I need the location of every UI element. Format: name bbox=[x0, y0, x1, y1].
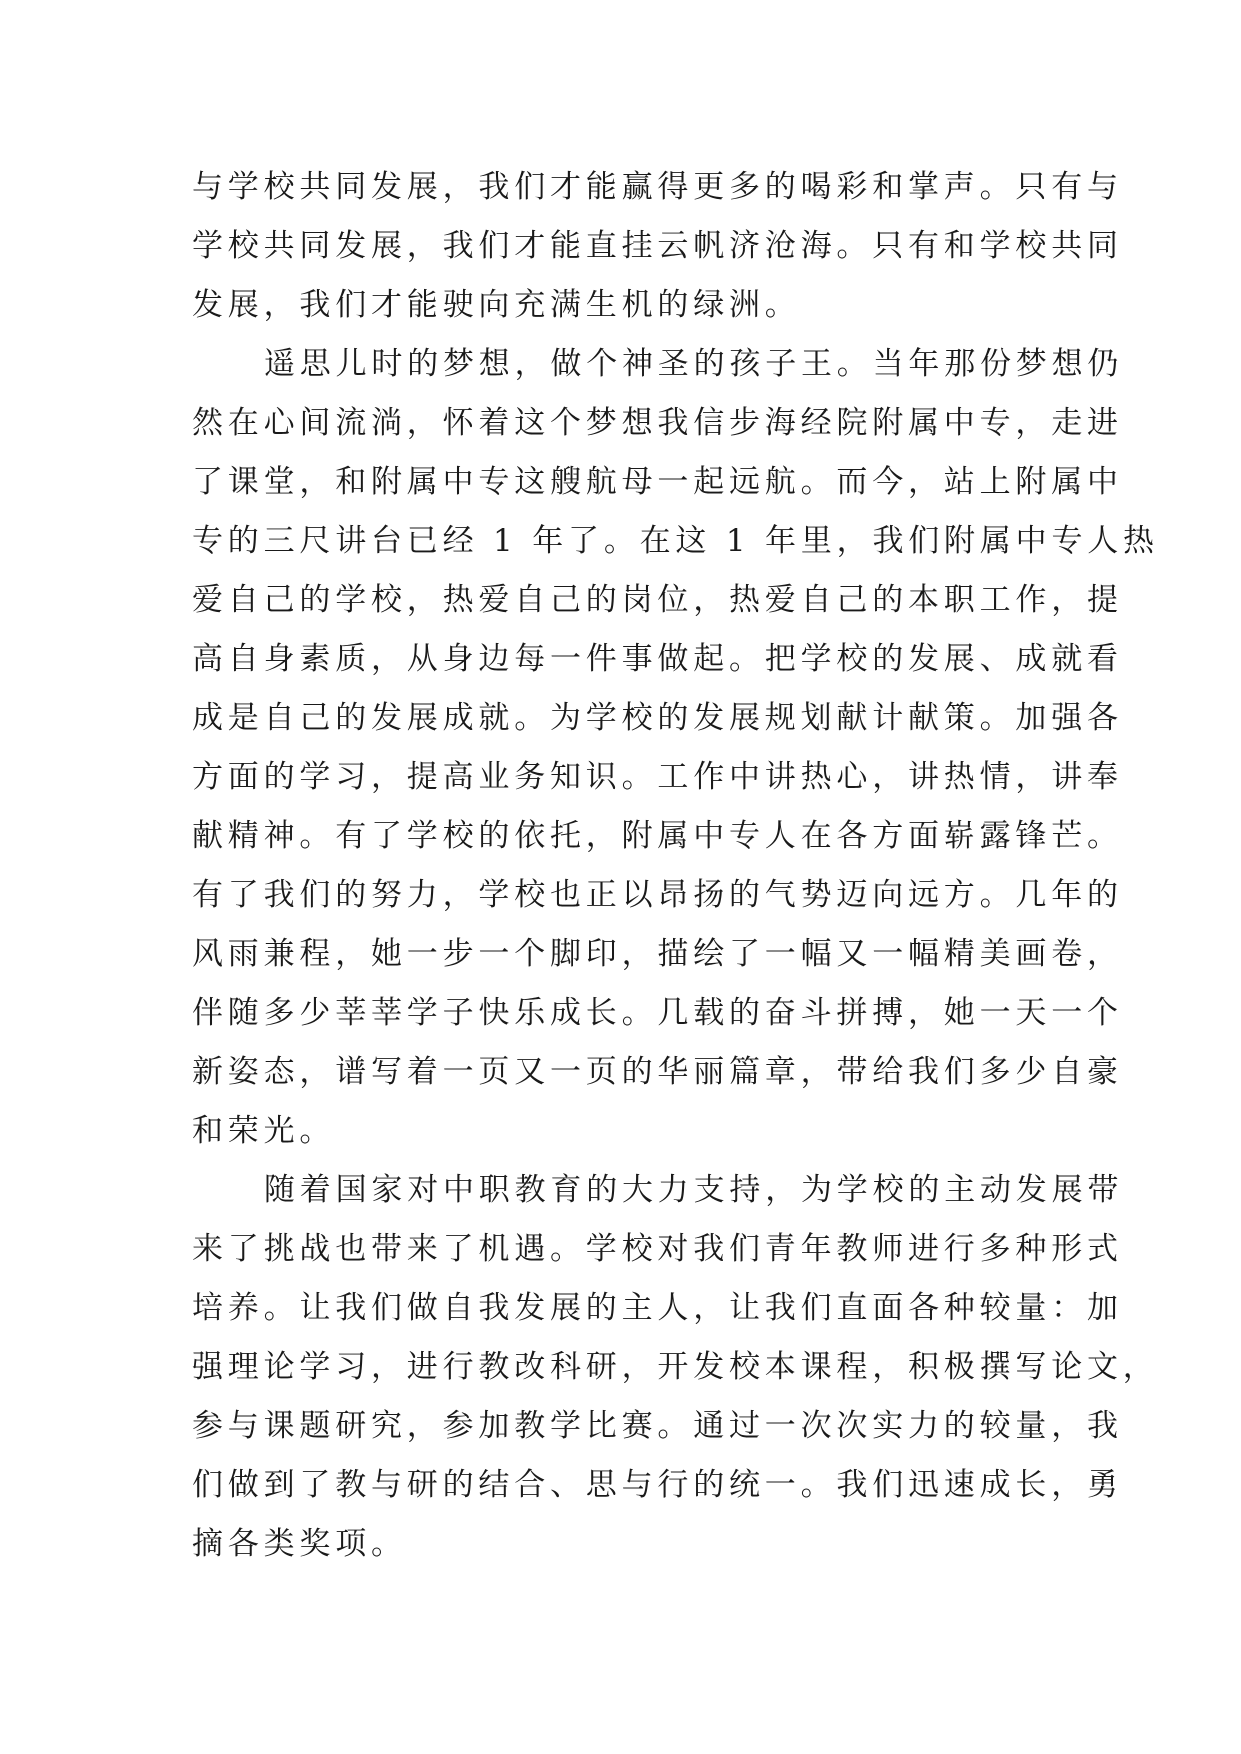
paragraph-line: 了课堂，和附属中专这艘航母一起远航。而今，站上附属中 bbox=[192, 464, 1123, 500]
paragraph-line: 献精神。有了学校的依托，附属中专人在各方面崭露锋芒。 bbox=[192, 818, 1123, 854]
paragraph-line: 学校共同发展，我们才能直挂云帆济沧海。只有和学校共同 bbox=[192, 228, 1123, 264]
paragraph-line: 强理论学习，进行教改科研，开发校本课程，积极撰写论文， bbox=[192, 1349, 1159, 1385]
paragraph-line: 高自身素质，从身边每一件事做起。把学校的发展、成就看 bbox=[192, 641, 1123, 677]
paragraph-line: 发展，我们才能驶向充满生机的绿洲。 bbox=[192, 287, 801, 323]
paragraph-3 bbox=[192, 1161, 1159, 1574]
paragraph-line: 成是自己的发展成就。为学校的发展规划献计献策。加强各 bbox=[192, 700, 1123, 736]
paragraph-line: 随着国家对中职教育的大力支持，为学校的主动发展带 bbox=[264, 1172, 1124, 1208]
paragraph-line: 培养。让我们做自我发展的主人，让我们直面各种较量：加 bbox=[192, 1290, 1123, 1326]
paragraph-line: 和荣光。 bbox=[192, 1113, 336, 1149]
paragraph-line: 新姿态，谱写着一页又一页的华丽篇章，带给我们多少自豪 bbox=[192, 1054, 1123, 1090]
paragraph-line: 方面的学习，提高业务知识。工作中讲热心，讲热情，讲奉 bbox=[192, 759, 1123, 795]
paragraph-line: 与学校共同发展，我们才能赢得更多的喝彩和掌声。只有与 bbox=[192, 169, 1123, 205]
paragraph-line: 有了我们的努力，学校也正以昂扬的气势迈向远方。几年的 bbox=[192, 877, 1123, 913]
paragraph-line: 摘各类奖项。 bbox=[192, 1526, 407, 1562]
paragraph-line: 伴随多少莘莘学子快乐成长。几载的奋斗拼搏，她一天一个 bbox=[192, 995, 1123, 1031]
paragraph-2 bbox=[192, 335, 1159, 1161]
document-body bbox=[192, 158, 1159, 1574]
paragraph-line: 风雨兼程，她一步一个脚印，描绘了一幅又一幅精美画卷， bbox=[192, 936, 1123, 972]
paragraph-line: 专的三尺讲台已经 1 年了。在这 1 年里，我们附属中专人热 bbox=[192, 523, 1159, 559]
paragraph-line: 爱自己的学校，热爱自己的岗位，热爱自己的本职工作，提 bbox=[192, 582, 1123, 618]
paragraph-line: 遥思儿时的梦想，做个神圣的孩子王。当年那份梦想仍 bbox=[264, 346, 1124, 382]
paragraph-line: 来了挑战也带来了机遇。学校对我们青年教师进行多种形式 bbox=[192, 1231, 1123, 1267]
paragraph-line: 们做到了教与研的结合、思与行的统一。我们迅速成长，勇 bbox=[192, 1467, 1123, 1503]
paragraph-1 bbox=[192, 158, 1123, 335]
paragraph-line: 然在心间流淌，怀着这个梦想我信步海经院附属中专，走进 bbox=[192, 405, 1123, 441]
paragraph-line: 参与课题研究，参加教学比赛。通过一次次实力的较量，我 bbox=[192, 1408, 1123, 1444]
